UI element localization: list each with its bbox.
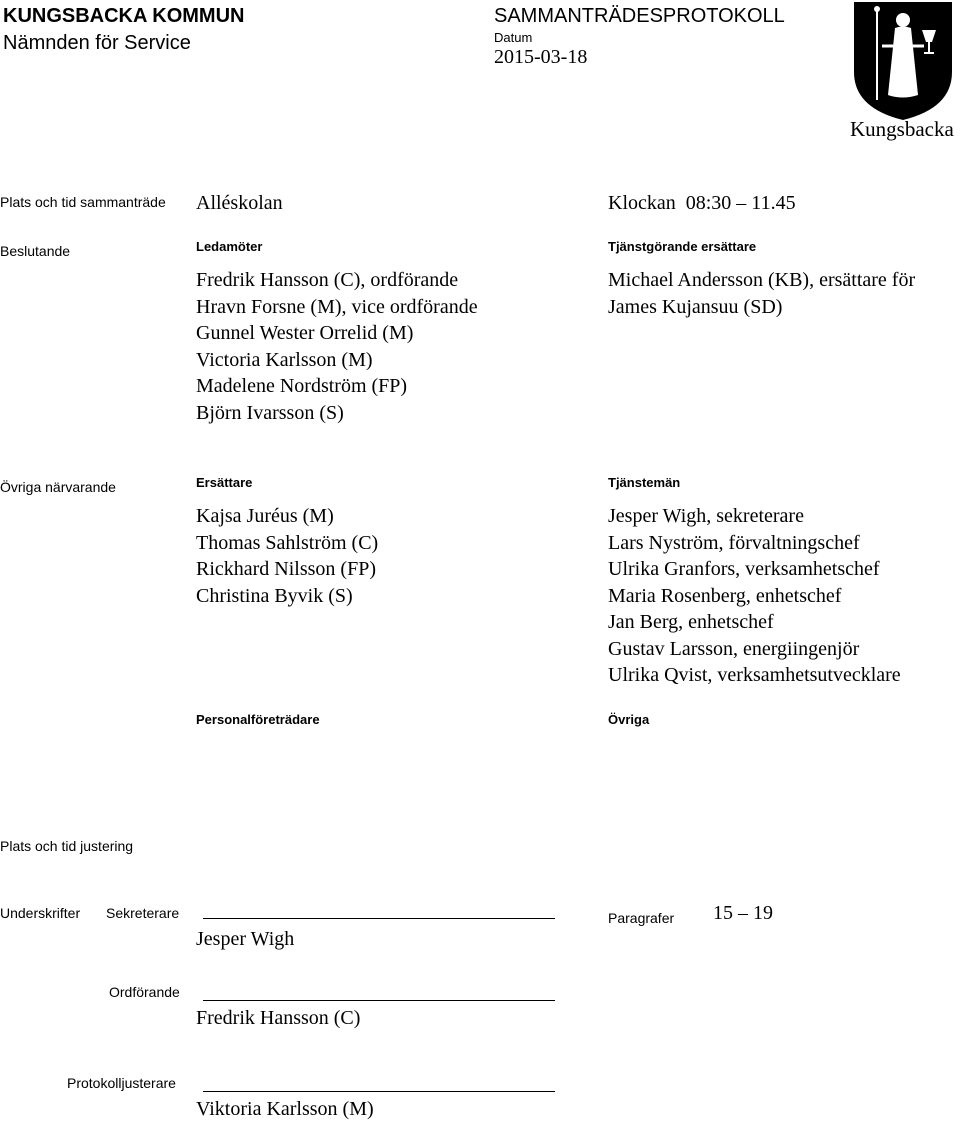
logo-text: Kungsbacka bbox=[850, 117, 954, 141]
adjuster-signature-line bbox=[203, 1091, 555, 1092]
signatures-label: Underskrifter bbox=[0, 905, 81, 921]
members-heading: Ledamöter bbox=[196, 239, 263, 254]
list-item: Maria Rosenberg, enhetschef bbox=[608, 584, 842, 607]
list-item: Hravn Forsne (M), vice ordförande bbox=[196, 295, 478, 318]
secretary-name: Jesper Wigh bbox=[196, 928, 295, 950]
others-label: Övriga närvarande bbox=[0, 479, 116, 495]
kungsbacka-logo bbox=[848, 0, 960, 148]
list-item: James Kujansuu (SD) bbox=[608, 295, 783, 318]
officials-heading: Tjänstemän bbox=[608, 475, 681, 490]
substitutes-heading: Tjänstgörande ersättare bbox=[608, 239, 757, 254]
list-item: Christina Byvik (S) bbox=[196, 584, 353, 607]
list-item: Victoria Karlsson (M) bbox=[196, 348, 373, 371]
date-value: 2015-03-18 bbox=[494, 46, 588, 68]
chair-name: Fredrik Hansson (C) bbox=[196, 1007, 361, 1029]
paragraphs-label: Paragrafer bbox=[608, 910, 675, 926]
list-item: Kajsa Juréus (M) bbox=[196, 505, 334, 527]
place-value: Alléskolan bbox=[196, 192, 283, 214]
adjuster-name: Viktoria Karlsson (M) bbox=[196, 1098, 374, 1120]
list-item: Gustav Larsson, energiingenjör bbox=[608, 637, 860, 660]
secretary-label: Sekreterare bbox=[106, 905, 180, 921]
place-label: Plats och tid sammanträde bbox=[0, 194, 166, 210]
list-item: Ulrika Qvist, verksamhetsutvecklare bbox=[608, 664, 901, 686]
list-item: Lars Nyström, förvaltningschef bbox=[608, 531, 860, 554]
time-value: Klockan 08:30 – 11.45 bbox=[608, 192, 796, 214]
adjuster-label: Protokolljusterare bbox=[67, 1075, 176, 1091]
members-list bbox=[196, 267, 478, 426]
deciding-label: Beslutande bbox=[0, 243, 71, 259]
adjustment-label: Plats och tid justering bbox=[0, 838, 134, 854]
alternates-heading: Ersättare bbox=[196, 475, 253, 490]
list-item: Gunnel Wester Orrelid (M) bbox=[196, 322, 414, 344]
list-item: Ulrika Granfors, verksamhetschef bbox=[608, 558, 880, 580]
doc-type: SAMMANTRÄDESPROTOKOLL bbox=[494, 5, 785, 27]
list-item: Rickhard Nilsson (FP) bbox=[196, 558, 376, 580]
list-item: Fredrik Hansson (C), ordförande bbox=[196, 269, 459, 291]
list-item: Thomas Sahlström (C) bbox=[196, 531, 379, 554]
date-label: Datum bbox=[494, 30, 533, 45]
list-item: Madelene Nordström (FP) bbox=[196, 375, 408, 397]
list-item: Michael Andersson (KB), ersättare för bbox=[608, 269, 916, 291]
list-item: Björn Ivarsson (S) bbox=[196, 401, 344, 424]
list-item: Jesper Wigh, sekreterare bbox=[608, 505, 804, 527]
staff-rep-heading: Personalföreträdare bbox=[196, 712, 320, 727]
chair-signature-line bbox=[203, 1000, 555, 1001]
officials-list bbox=[608, 503, 901, 689]
list-item: Jan Berg, enhetschef bbox=[608, 611, 774, 633]
secretary-signature-line bbox=[203, 918, 555, 919]
other-heading: Övriga bbox=[608, 712, 650, 727]
substitutes-list bbox=[608, 267, 915, 320]
chair-label: Ordförande bbox=[109, 984, 180, 1000]
alternates-list bbox=[196, 503, 378, 609]
org-name: KUNGSBACKA KOMMUN bbox=[3, 5, 245, 27]
board-name: Nämnden för Service bbox=[3, 32, 191, 54]
paragraphs-value: 15 – 19 bbox=[713, 902, 773, 924]
